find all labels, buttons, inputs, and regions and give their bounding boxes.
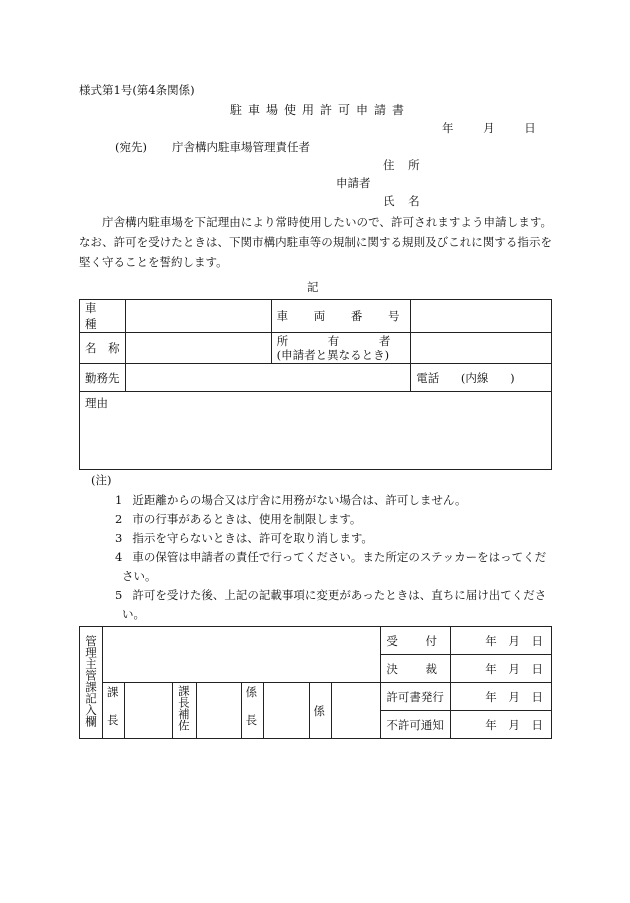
- approval-date[interactable]: 年 月 日: [451, 655, 552, 683]
- owner-cell: [271, 333, 411, 364]
- name-label: 氏 名: [383, 194, 420, 208]
- received-label: 受 付: [381, 627, 451, 655]
- kakaricho-bottom: 長: [245, 713, 258, 727]
- note-item: [115, 491, 552, 510]
- page-title: 駐車場使用許可申請書: [230, 103, 411, 117]
- kakaricho-top: 係: [245, 685, 258, 699]
- note-number: 4: [115, 550, 123, 564]
- note-text: 市の行事があるときは、使用を制限します。: [132, 512, 362, 526]
- note-item: [115, 529, 552, 548]
- received-date[interactable]: 年 月 日: [451, 627, 552, 655]
- kakari-label: 係: [309, 683, 331, 739]
- admin-table: [79, 626, 552, 739]
- kacho-top: 課: [106, 685, 119, 699]
- note-text: 近距離からの場合又は庁舎に用務がない場合は、許可しません。: [132, 493, 467, 507]
- note-number: 1: [115, 493, 123, 507]
- note-text: 車の保管は申請者の責任で行ってください。また所定のステッカーをはってください。: [122, 550, 547, 583]
- vehicle-number-field[interactable]: [411, 300, 552, 333]
- admin-header-cell: [80, 627, 103, 739]
- denial-notice-label: 不許可通知: [381, 711, 451, 739]
- note-item: [115, 586, 552, 624]
- kachohosa-cell: [172, 683, 196, 739]
- name-field[interactable]: [125, 333, 271, 364]
- addressee-label: (宛先): [115, 140, 147, 154]
- vehicle-type-field[interactable]: [125, 300, 271, 333]
- kakaricho-stamp[interactable]: [263, 683, 309, 739]
- admin-memo-field[interactable]: [102, 627, 380, 683]
- kacho-cell: [102, 683, 124, 739]
- name-row-label: 名 称: [80, 333, 126, 364]
- admin-header: 管理主管課記入欄: [83, 635, 98, 727]
- note-number: 5: [115, 588, 123, 602]
- kakari-stamp[interactable]: [331, 683, 381, 739]
- phone-label: 電話 (内線 ): [411, 364, 552, 392]
- note-text: 指示を守らないときは、許可を取り消します。: [132, 531, 373, 545]
- applicant-label: 申請者: [336, 176, 371, 190]
- kacho-stamp[interactable]: [124, 683, 172, 739]
- denial-notice-date[interactable]: 年 月 日: [451, 711, 552, 739]
- reason-label: 理由: [85, 396, 108, 410]
- kakaricho-cell: [241, 683, 263, 739]
- permit-issue-date[interactable]: 年 月 日: [451, 683, 552, 711]
- note-item: [115, 548, 552, 586]
- owner-field[interactable]: [411, 333, 552, 364]
- note-item: [115, 510, 552, 529]
- address-label: 住 所: [383, 158, 420, 172]
- addressee: 庁舎構内駐車場管理責任者: [172, 140, 310, 154]
- form-number: 様式第1号(第4条関係): [79, 83, 195, 97]
- reason-field[interactable]: [80, 392, 552, 470]
- kachohosa-label: 課長補佐: [176, 685, 191, 731]
- application-table: [79, 299, 552, 470]
- owner-label: 所 有 者: [276, 334, 391, 348]
- owner-note: (申請者と異なるとき): [276, 348, 390, 362]
- vehicle-number-label: 車 両 番 号: [271, 300, 411, 333]
- workplace-field[interactable]: [125, 364, 410, 392]
- notes-label: (注): [91, 473, 112, 487]
- vehicle-type-label: 車 種: [80, 300, 126, 333]
- date-line: 年 月 日: [442, 121, 536, 135]
- note-text: 許可を受けた後、上記の記載事項に変更があったときは、直ちに届け出てください。: [122, 588, 547, 621]
- workplace-label: 勤務先: [80, 364, 126, 392]
- kacho-bottom: 長: [106, 713, 119, 727]
- approval-label: 決 裁: [381, 655, 451, 683]
- body-text: 庁舎構内駐車場を下記理由により常時使用したいので、許可されますよう申請します。なお、許可を受けたときは、下関市構内駐車等の規制に関する規則及びこれに関する指示を堅く守ることを誓約します。: [79, 215, 552, 269]
- kachohosa-stamp[interactable]: [196, 683, 241, 739]
- permit-issue-label: 許可書発行: [381, 683, 451, 711]
- note-number: 2: [115, 512, 123, 526]
- note-number: 3: [115, 531, 123, 545]
- ki-label: 記: [307, 280, 319, 294]
